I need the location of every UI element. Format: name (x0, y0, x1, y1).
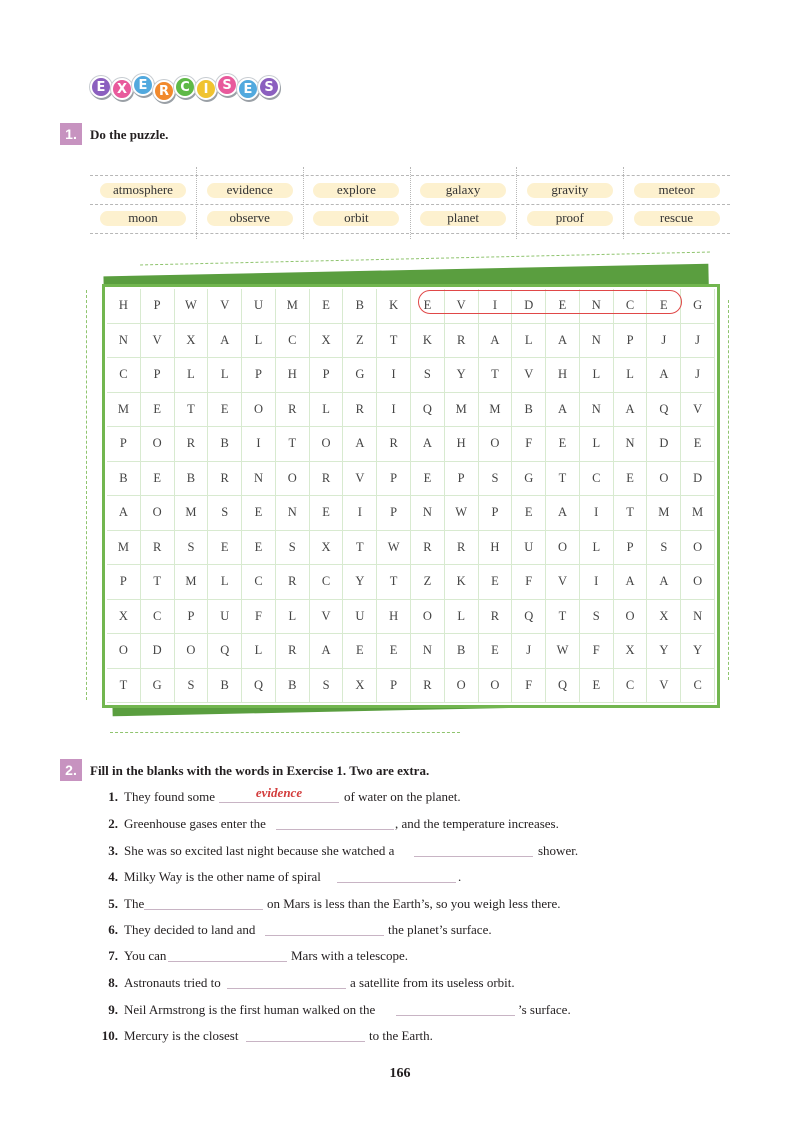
grid-letter[interactable]: E (310, 496, 344, 531)
grid-letter[interactable]: E (208, 393, 242, 428)
word-bank-item: galaxy (410, 181, 516, 199)
grid-letter[interactable]: M (107, 393, 141, 428)
word-bank-item: gravity (517, 181, 623, 199)
exercise-2-number: 2. (60, 759, 82, 781)
grid-letter[interactable]: X (310, 324, 344, 359)
logo-letter: E (132, 74, 154, 96)
logo-letter: C (174, 76, 196, 98)
grid-letter[interactable]: O (141, 496, 175, 531)
grid-letter[interactable]: P (377, 462, 411, 497)
sentence-7: 7. You can (108, 948, 167, 963)
grid-letter[interactable]: A (343, 427, 377, 462)
grid-letter[interactable]: W (445, 496, 479, 531)
grid-letter[interactable]: V (208, 289, 242, 324)
grid-letter[interactable]: L (310, 393, 344, 428)
grid-letter[interactable]: Q (411, 393, 445, 428)
word-bank-item: planet (410, 209, 516, 227)
sentence-3: 3. She was so excited last night because she watched a (108, 843, 395, 858)
sentence-10: 10. Mercury is the closest (101, 1028, 239, 1043)
grid-letter[interactable]: L (580, 358, 614, 393)
grid-letter[interactable]: T (546, 600, 580, 635)
grid-letter[interactable]: A (107, 496, 141, 531)
grid-letter[interactable]: F (512, 669, 546, 704)
grid-letter[interactable]: T (107, 669, 141, 704)
grid-letter[interactable]: A (479, 324, 513, 359)
grid-letter[interactable]: W (546, 634, 580, 669)
sentence-4: 4. Milky Way is the other name of spiral (108, 869, 321, 884)
grid-letter[interactable]: T (377, 324, 411, 359)
grid-letter[interactable]: J (681, 324, 715, 359)
answer-blank-2[interactable] (276, 816, 394, 830)
grid-letter[interactable]: Y (343, 565, 377, 600)
grid-letter[interactable]: J (681, 358, 715, 393)
grid-letter[interactable]: T (343, 531, 377, 566)
grid-letter[interactable]: Q (546, 669, 580, 704)
grid-letter[interactable]: T (141, 565, 175, 600)
answer-blank-9[interactable] (396, 1002, 515, 1016)
grid-letter[interactable]: L (580, 531, 614, 566)
word-bank-item: orbit (303, 209, 409, 227)
grid-letter[interactable]: P (310, 358, 344, 393)
grid-letter[interactable]: G (681, 289, 715, 324)
grid-letter[interactable]: R (479, 600, 513, 635)
grid-letter[interactable]: C (141, 600, 175, 635)
grid-letter[interactable]: O (479, 427, 513, 462)
grid-letter[interactable]: S (208, 496, 242, 531)
grid-letter[interactable]: R (310, 462, 344, 497)
grid-letter[interactable]: O (175, 634, 209, 669)
grid-letter[interactable]: E (242, 496, 276, 531)
grid-letter[interactable]: L (512, 324, 546, 359)
grid-letter[interactable]: S (411, 358, 445, 393)
answer-blank-7[interactable] (168, 948, 287, 962)
grid-letter[interactable]: N (580, 324, 614, 359)
grid-letter[interactable]: O (647, 462, 681, 497)
answer-blank-4[interactable] (337, 869, 456, 883)
grid-letter[interactable]: S (310, 669, 344, 704)
logo-letter: S (258, 76, 280, 98)
grid-letter[interactable]: P (141, 358, 175, 393)
grid-letter[interactable]: N (411, 496, 445, 531)
grid-letter[interactable]: H (276, 358, 310, 393)
grid-letter[interactable]: M (647, 496, 681, 531)
grid-letter[interactable]: Q (647, 393, 681, 428)
sentence-8: 8. Astronauts tried to (108, 975, 221, 990)
grid-letter[interactable]: O (681, 565, 715, 600)
grid-letter[interactable]: P (175, 600, 209, 635)
logo-letter: R (153, 80, 175, 102)
logo-letter: S (216, 74, 238, 96)
sentence-9: 9. Neil Armstrong is the first human walked on the (108, 1002, 376, 1017)
grid-letter[interactable]: Q (208, 634, 242, 669)
grid-letter[interactable]: L (614, 358, 648, 393)
grid-letter[interactable]: C (614, 289, 648, 324)
exercise-1-title: Do the puzzle. (90, 127, 169, 142)
grid-letter[interactable]: E (580, 669, 614, 704)
grid-letter[interactable]: U (512, 531, 546, 566)
grid-letter[interactable]: F (512, 565, 546, 600)
grid-letter[interactable]: S (175, 669, 209, 704)
grid-letter[interactable]: M (175, 496, 209, 531)
word-search-puzzle (100, 270, 730, 725)
grid-letter[interactable]: M (479, 393, 513, 428)
grid-letter[interactable]: P (377, 669, 411, 704)
grid-letter[interactable]: Y (681, 634, 715, 669)
sentence-8-end: a satellite from its useless orbit. (350, 975, 515, 990)
logo-letter: E (237, 78, 259, 100)
grid-letter[interactable]: E (242, 531, 276, 566)
grid-letter[interactable]: E (141, 462, 175, 497)
grid-letter[interactable]: E (411, 462, 445, 497)
grid-letter[interactable]: X (175, 324, 209, 359)
sentence-5: 5. The (108, 896, 145, 911)
sentence-2: 2. Greenhouse gases enter the (108, 816, 266, 831)
logo-letter: E (90, 76, 112, 98)
grid-letter[interactable]: J (512, 634, 546, 669)
grid-letter[interactable]: Y (647, 634, 681, 669)
grid-letter[interactable]: E (614, 462, 648, 497)
grid-letter[interactable]: V (681, 393, 715, 428)
answer-blank-10[interactable] (246, 1028, 365, 1042)
grid-letter[interactable]: T (377, 565, 411, 600)
grid-letter[interactable]: R (208, 462, 242, 497)
grid-letter[interactable]: V (512, 358, 546, 393)
grid-letter[interactable]: E (208, 531, 242, 566)
grid-letter[interactable]: O (479, 669, 513, 704)
grid-letter[interactable]: L (445, 600, 479, 635)
grid-letter[interactable]: R (276, 634, 310, 669)
grid-letter[interactable]: M (276, 289, 310, 324)
grid-letter[interactable]: E (546, 427, 580, 462)
grid-letter[interactable]: C (580, 462, 614, 497)
grid-letter[interactable]: T (546, 462, 580, 497)
word-bank-item: atmosphere (90, 181, 196, 199)
grid-letter[interactable]: R (343, 393, 377, 428)
word-bank-item: observe (197, 209, 303, 227)
grid-letter[interactable]: V (546, 565, 580, 600)
grid-letter[interactable]: N (242, 462, 276, 497)
grid-letter[interactable]: F (512, 427, 546, 462)
grid-letter[interactable]: R (276, 393, 310, 428)
grid-letter[interactable]: T (175, 393, 209, 428)
grid-letter[interactable]: U (208, 600, 242, 635)
grid-letter[interactable]: O (107, 634, 141, 669)
grid-letter[interactable]: G (141, 669, 175, 704)
grid-letter[interactable]: Q (242, 669, 276, 704)
grid-letter[interactable]: P (107, 565, 141, 600)
grid-letter[interactable]: A (647, 358, 681, 393)
letter-grid[interactable] (102, 284, 720, 708)
logo-letter: X (111, 78, 133, 100)
grid-letter[interactable]: I (242, 427, 276, 462)
grid-letter[interactable]: O (310, 427, 344, 462)
grid-letter[interactable]: K (445, 565, 479, 600)
grid-letter[interactable]: V (310, 600, 344, 635)
grid-letter[interactable]: R (141, 531, 175, 566)
grid-letter[interactable]: S (276, 531, 310, 566)
grid-letter[interactable]: L (242, 634, 276, 669)
grid-letter[interactable]: H (546, 358, 580, 393)
word-bank-item: meteor (624, 181, 730, 199)
sentence-5-end: on Mars is less than the Earth’s, so you weigh less there. (267, 896, 561, 911)
grid-letter[interactable]: O (681, 531, 715, 566)
grid-letter[interactable]: D (141, 634, 175, 669)
grid-letter[interactable]: S (580, 600, 614, 635)
grid-letter[interactable]: V (141, 324, 175, 359)
grid-letter[interactable]: B (208, 669, 242, 704)
grid-letter[interactable]: G (512, 462, 546, 497)
sentence-6: 6. They decided to land and (108, 922, 256, 937)
grid-letter[interactable]: S (647, 531, 681, 566)
grid-letter[interactable]: C (276, 324, 310, 359)
grid-letter[interactable]: E (141, 393, 175, 428)
exercise-1-number: 1. (60, 123, 82, 145)
grid-letter[interactable]: C (107, 358, 141, 393)
grid-letter[interactable]: A (546, 496, 580, 531)
answer-blank-1[interactable] (219, 785, 339, 803)
grid-letter[interactable]: M (107, 531, 141, 566)
grid-letter[interactable]: E (647, 289, 681, 324)
grid-letter[interactable]: X (614, 634, 648, 669)
grid-letter[interactable]: N (411, 634, 445, 669)
grid-letter[interactable]: E (411, 289, 445, 324)
grid-letter[interactable]: P (614, 324, 648, 359)
word-bank-item: rescue (624, 209, 730, 227)
grid-letter[interactable]: E (310, 289, 344, 324)
sentence-6-end: the planet’s surface. (388, 922, 492, 937)
grid-letter[interactable]: V (343, 462, 377, 497)
grid-letter[interactable]: A (546, 393, 580, 428)
grid-letter[interactable]: O (276, 462, 310, 497)
grid-letter[interactable]: A (208, 324, 242, 359)
word-bank-item: evidence (197, 181, 303, 199)
answer-blank-3[interactable] (414, 843, 533, 857)
grid-letter[interactable]: E (377, 634, 411, 669)
grid-letter[interactable]: S (175, 531, 209, 566)
grid-letter[interactable]: L (175, 358, 209, 393)
grid-letter[interactable]: X (647, 600, 681, 635)
grid-letter[interactable]: R (445, 531, 479, 566)
grid-letter[interactable]: L (208, 565, 242, 600)
grid-letter[interactable]: R (445, 324, 479, 359)
grid-letter[interactable]: T (276, 427, 310, 462)
grid-letter[interactable]: L (242, 324, 276, 359)
grid-letter[interactable]: F (580, 634, 614, 669)
word-bank (90, 175, 730, 239)
grid-letter[interactable]: B (107, 462, 141, 497)
grid-letter[interactable]: X (107, 600, 141, 635)
grid-letter[interactable]: B (276, 669, 310, 704)
grid-letter[interactable]: O (242, 393, 276, 428)
sentence-7-end: Mars with a telescope. (291, 948, 408, 963)
grid-letter[interactable]: S (479, 462, 513, 497)
grid-letter[interactable]: P (479, 496, 513, 531)
grid-letter[interactable]: C (310, 565, 344, 600)
grid-letter[interactable]: D (681, 462, 715, 497)
grid-letter[interactable]: A (546, 324, 580, 359)
answer-blank-5[interactable] (144, 896, 263, 910)
grid-letter[interactable]: B (208, 427, 242, 462)
grid-letter[interactable]: B (445, 634, 479, 669)
grid-letter[interactable]: P (107, 427, 141, 462)
grid-letter[interactable]: U (343, 600, 377, 635)
grid-letter[interactable]: I (580, 565, 614, 600)
grid-letter[interactable]: O (546, 531, 580, 566)
grid-letter[interactable]: R (377, 427, 411, 462)
grid-letter[interactable]: P (445, 462, 479, 497)
exercise-2-title: Fill in the blanks with the words in Exercise 1. Two are extra. (90, 763, 430, 778)
grid-letter[interactable]: A (614, 565, 648, 600)
grid-letter[interactable]: I (479, 289, 513, 324)
grid-letter[interactable]: Q (512, 600, 546, 635)
grid-letter[interactable]: W (377, 531, 411, 566)
grid-letter[interactable]: A (647, 565, 681, 600)
grid-letter[interactable]: P (377, 496, 411, 531)
answer-blank-6[interactable] (265, 922, 384, 936)
page-number: 166 (389, 1066, 411, 1081)
grid-letter[interactable]: I (377, 393, 411, 428)
sentence-3-end: shower. (538, 843, 579, 858)
sentence-1-end: of water on the planet. (344, 789, 461, 804)
grid-letter[interactable]: T (479, 358, 513, 393)
grid-letter[interactable]: N (107, 324, 141, 359)
grid-letter[interactable]: L (580, 427, 614, 462)
grid-letter[interactable]: X (343, 669, 377, 704)
grid-letter[interactable]: E (546, 289, 580, 324)
sentence-9-end: ’s surface. (518, 1002, 571, 1017)
grid-letter[interactable]: G (343, 358, 377, 393)
grid-letter[interactable]: N (614, 427, 648, 462)
grid-letter[interactable]: O (141, 427, 175, 462)
grid-letter[interactable]: D (512, 289, 546, 324)
grid-letter[interactable]: H (107, 289, 141, 324)
grid-letter[interactable]: P (141, 289, 175, 324)
grid-letter[interactable]: O (614, 600, 648, 635)
grid-letter[interactable]: V (445, 289, 479, 324)
sentence-10-end: to the Earth. (369, 1028, 433, 1043)
grid-letter[interactable]: P (242, 358, 276, 393)
grid-letter[interactable]: M (445, 393, 479, 428)
grid-letter[interactable]: Z (343, 324, 377, 359)
grid-letter[interactable]: A (614, 393, 648, 428)
grid-letter[interactable]: L (276, 600, 310, 635)
grid-letter[interactable]: F (242, 600, 276, 635)
grid-letter[interactable]: D (647, 427, 681, 462)
grid-letter[interactable]: C (681, 669, 715, 704)
exercises-logo (90, 71, 300, 105)
grid-letter[interactable]: E (479, 565, 513, 600)
grid-letter[interactable]: N (681, 600, 715, 635)
grid-letter[interactable]: R (411, 669, 445, 704)
answer-blank-8[interactable] (227, 975, 346, 989)
grid-letter[interactable]: R (276, 565, 310, 600)
grid-letter[interactable]: Y (445, 358, 479, 393)
word-bank-item: explore (303, 181, 409, 199)
grid-letter[interactable]: X (310, 531, 344, 566)
grid-letter[interactable]: H (377, 600, 411, 635)
grid-letter[interactable]: I (580, 496, 614, 531)
sentence-1: 1. They found some (108, 789, 215, 804)
sentence-2-end: , and the temperature increases. (395, 816, 559, 831)
grid-letter[interactable]: W (175, 289, 209, 324)
grid-letter[interactable]: R (175, 427, 209, 462)
grid-letter[interactable]: J (647, 324, 681, 359)
word-bank-item: proof (517, 209, 623, 227)
logo-letter: I (195, 78, 217, 100)
grid-letter[interactable]: N (580, 289, 614, 324)
grid-letter[interactable]: Z (411, 565, 445, 600)
grid-letter[interactable]: H (479, 531, 513, 566)
grid-letter[interactable]: A (411, 427, 445, 462)
grid-letter[interactable]: B (343, 289, 377, 324)
grid-letter[interactable]: N (580, 393, 614, 428)
grid-letter[interactable]: T (614, 496, 648, 531)
grid-letter[interactable]: E (512, 496, 546, 531)
grid-letter[interactable]: K (377, 289, 411, 324)
grid-letter[interactable]: E (343, 634, 377, 669)
grid-letter[interactable]: M (175, 565, 209, 600)
answer-text: evidence (255, 785, 303, 800)
grid-letter[interactable]: E (479, 634, 513, 669)
grid-letter[interactable]: K (411, 324, 445, 359)
word-bank-item: moon (90, 209, 196, 227)
grid-letter[interactable]: B (175, 462, 209, 497)
grid-letter[interactable]: O (445, 669, 479, 704)
grid-letter[interactable]: C (242, 565, 276, 600)
grid-letter[interactable]: R (411, 531, 445, 566)
grid-letter[interactable]: I (343, 496, 377, 531)
grid-letter[interactable]: H (445, 427, 479, 462)
found-word-circle (418, 290, 682, 314)
grid-letter[interactable]: V (647, 669, 681, 704)
grid-letter[interactable]: U (242, 289, 276, 324)
grid-letter[interactable]: N (276, 496, 310, 531)
grid-letter[interactable]: B (512, 393, 546, 428)
grid-letter[interactable]: A (310, 634, 344, 669)
grid-letter[interactable]: M (681, 496, 715, 531)
grid-letter[interactable]: E (681, 427, 715, 462)
grid-letter[interactable]: P (614, 531, 648, 566)
grid-letter[interactable]: I (377, 358, 411, 393)
sentence-4-end: . (458, 869, 462, 884)
grid-letter[interactable]: L (208, 358, 242, 393)
grid-letter[interactable]: O (411, 600, 445, 635)
grid-letter[interactable]: C (614, 669, 648, 704)
